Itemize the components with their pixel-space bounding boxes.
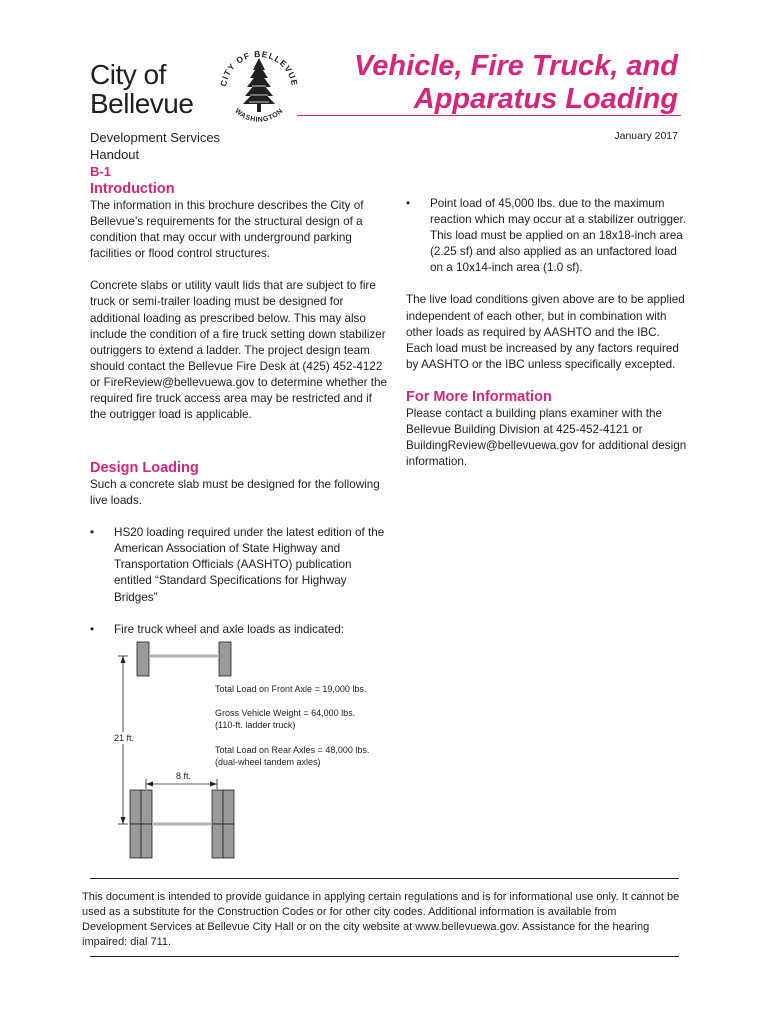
- introduction-section: [90, 180, 390, 423]
- arrow-down-icon: [121, 817, 126, 824]
- arrow-left-icon: [146, 782, 153, 787]
- seal-text-bottom: WASHINGTON: [233, 107, 285, 124]
- handout-line: [90, 146, 220, 180]
- footer-bottom-rule: [90, 956, 679, 957]
- length-label: 21 ft.: [114, 733, 135, 743]
- city-wordmark: [90, 60, 193, 118]
- design-loading-intro: Such a concrete slab must be designed for the following live loads.: [90, 478, 380, 508]
- list-item-hs20: • HS20 loading required under the latest edition of the American Association of State Highway and Transportation Officials (AASHTO) publication entitled “Standard Specifications for Highway Bridges”: [90, 525, 390, 605]
- arrow-up-icon: [121, 656, 126, 663]
- document-title: [354, 50, 678, 116]
- handout-label: Handout: [90, 147, 140, 162]
- gross-vehicle-weight-note: (110-ft. ladder truck): [215, 720, 296, 730]
- seal-text-top: CITY OF BELLEVUE: [218, 48, 300, 88]
- introduction-paragraph-2: Concrete slabs or utility vault lids that are subject to fire truck or semi-trailer loading must be designed for additional loading as prescribed below. This may also include the condition of a fire truck setting down stabilizer outriggers to extend a ladder. The project design team should contact the Bellevue Fire Desk at (425) 452-4122 or FireReview@bellevuewa.gov to determine whether the required fire truck access area may be restricted and if the outrigger load is applicable.: [90, 279, 388, 422]
- city-name-line1: City of: [90, 59, 166, 90]
- title-line2: Apparatus Loading: [413, 83, 678, 115]
- department-name: Development Services: [90, 130, 221, 145]
- city-seal-logo: [214, 40, 304, 130]
- fire-truck-axle-diagram: [110, 636, 400, 866]
- design-loading-heading: Design Loading: [90, 460, 199, 476]
- publication-date: January 2017: [614, 130, 678, 142]
- rear-right-dual-tires: [212, 790, 234, 858]
- design-loading-list: [90, 525, 390, 638]
- introduction-heading: Introduction: [90, 181, 175, 197]
- more-info-heading: For More Information: [406, 388, 552, 405]
- right-column: [406, 196, 688, 470]
- design-loading-list-continued: [406, 196, 688, 276]
- list-item-fire-truck: • Fire truck wheel and axle loads as indicated:: [90, 622, 390, 638]
- rear-axle-load-label: Total Load on Rear Axles = 48,000 lbs.: [215, 745, 370, 755]
- front-right-tire: [219, 642, 231, 676]
- arrow-right-icon: [210, 782, 217, 787]
- live-load-paragraph: The live load conditions given above are to be applied independent of each other, but in combination with other loads as required by AASHTO and the IBC. Each load must be increased by any factors required by AASHTO or the IBC unless specifically excepted.: [406, 293, 685, 371]
- gross-vehicle-weight-label: Gross Vehicle Weight = 64,000 lbs.: [215, 708, 356, 718]
- introduction-paragraph-1: The information in this brochure describes the City of Bellevue’s requirements for the structural design of a condition that may occur with underground parking facilities or flood control structures.: [90, 199, 364, 261]
- city-name-line2: Bellevue: [90, 88, 194, 119]
- list-item-point-load: • Point load of 45,000 lbs. due to the maximum reaction which may occur at a stabilizer outrigger. This load must be applied on an 18x18-inch area (2.25 sf) and also applied as an unfactored load on a 10x14-inch area (1.0 sf).: [406, 196, 688, 276]
- rear-left-dual-tires: [130, 790, 152, 858]
- footer-disclaimer: This document is intended to provide guidance in applying certain regulations and is for informational use only. It cannot be used as a substitute for the Construction Codes or for other city codes. Additional information is available from Development Services at Bellevue City Hall or on the city website at www.bellevuewa.gov. Assistance for the hearing impaired: dial 711.: [82, 891, 680, 948]
- footer-top-rule: [90, 878, 679, 879]
- evergreen-tree-icon: [243, 58, 275, 112]
- more-info-paragraph: Please contact a building plans examiner with the Bellevue Building Division at 425-452-4121 or BuildingReview@bellevuewa.gov for additional design information.: [406, 406, 687, 469]
- front-axle-load-label: Total Load on Front Axle = 19,000 lbs.: [215, 684, 367, 694]
- handout-number: B-1: [90, 164, 111, 179]
- width-label: 8 ft.: [176, 771, 192, 781]
- front-left-tire: [137, 642, 149, 676]
- department-info: [90, 129, 220, 180]
- rear-axle-note: (dual-wheel tandem axles): [215, 757, 321, 767]
- title-line1: Vehicle, Fire Truck, and: [354, 50, 678, 82]
- title-divider: [297, 115, 681, 116]
- design-loading-section: [90, 459, 390, 638]
